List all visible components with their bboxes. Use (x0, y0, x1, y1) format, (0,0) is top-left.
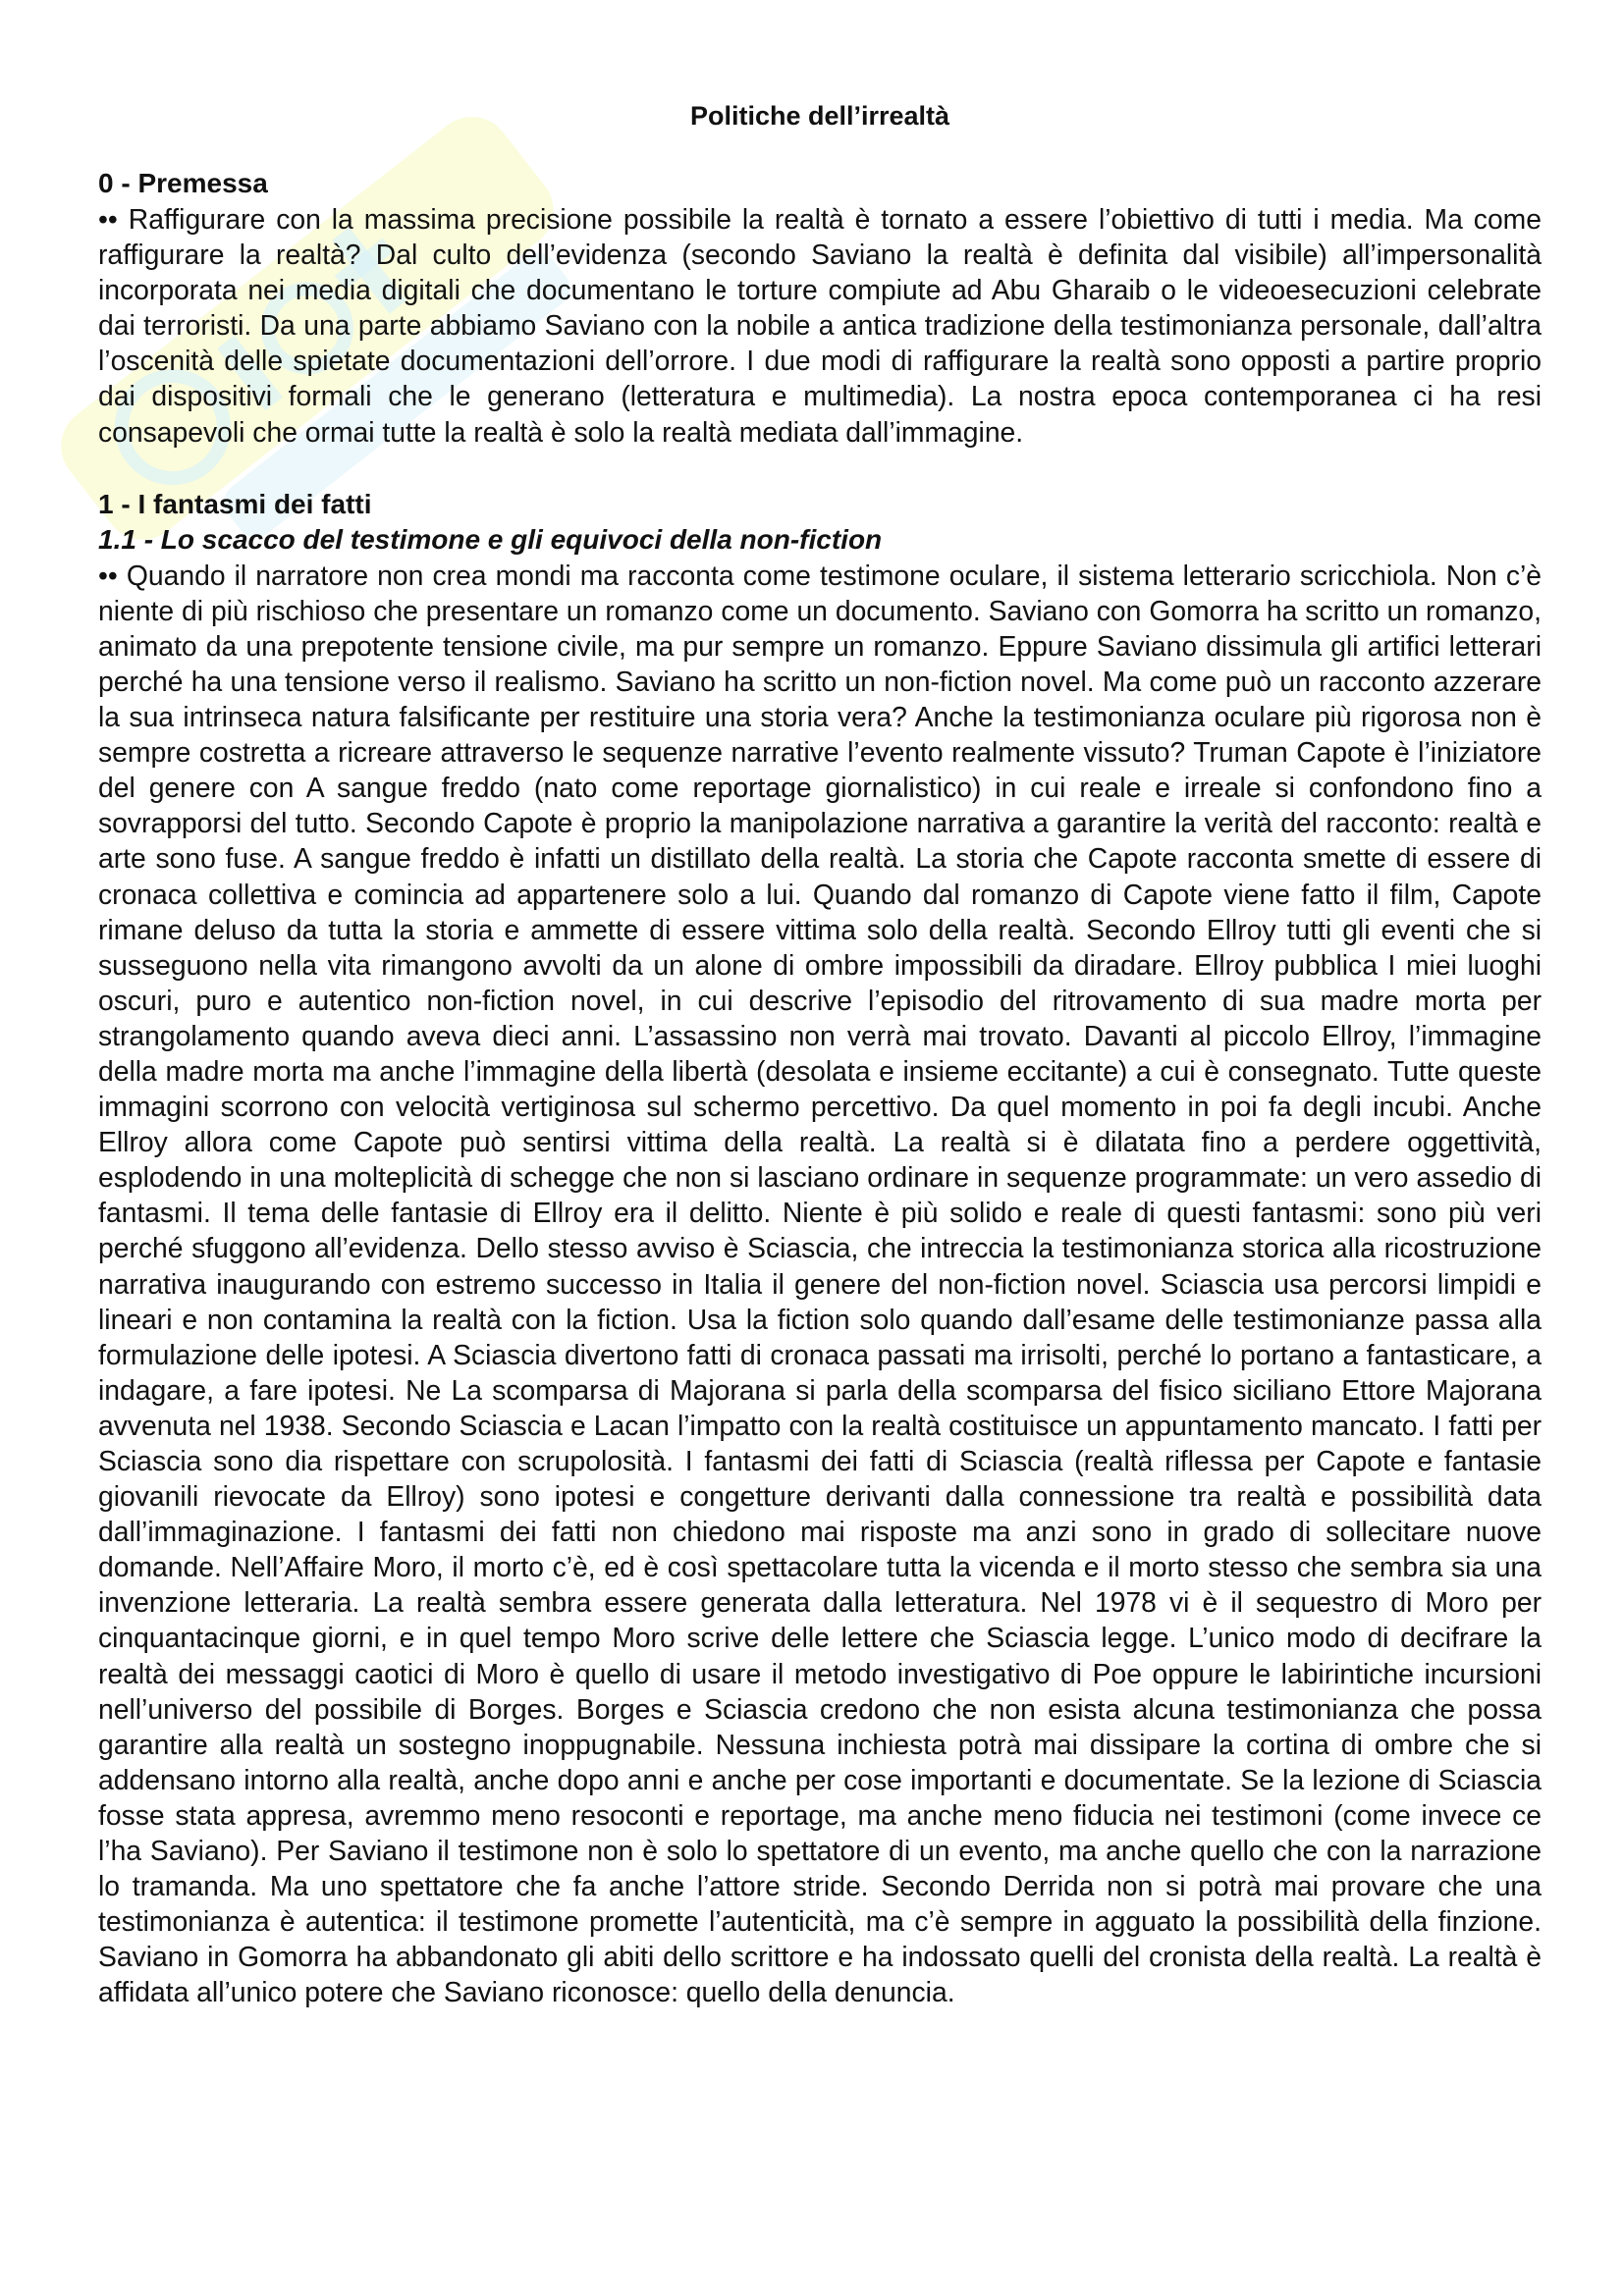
document-title: Politiche dell’irrealtà (689, 101, 950, 131)
section-heading: 1 - I fantasmi dei fatti (98, 488, 372, 519)
section-paragraph: •• Quando il narratore non crea mondi ma racconta come testimone oculare, il sistema letterario scricchiola. Non c’è niente di più rischioso che presentare un romanzo come un documento. Saviano con Gomorra ha scritto un romanzo, animato da una prepotente tensione civile, ma pur sempre un romanzo. Eppure Saviano dissimula gli artifici letterari perché ha una tensione verso il realismo. Saviano ha scritto un non-fiction novel. Ma come può un racconto azzerare la sua intrinseca natura falsificante per restituire una storia vera? Anche la testimonianza oculare più rigorosa non è sempre costretta a ricreare attraverso le sequenze narrative l’evento realmente vissuto? Truman Capote è l’iniziatore del genere con A sangue freddo (nato come reportage giornalistico) in cui reale e irreale si confondono fino a sovrapporsi del tutto. Secondo Capote è proprio la manipolazione narrativa a garantire la verità del racconto: realtà e arte sono fuse. A sangue freddo è infatti un distillato della realtà. La storia che Capote racconta smette di essere di cronaca collettiva e comincia ad appartenere solo a lui. Quando dal romanzo di Capote viene fatto il film, Capote rimane deluso da tutta la storia e ammette di essere vittima solo della realtà. Secondo Ellroy tutti gli eventi che si susseguono nella vita rimangono avvolti da un alone di ombre impossibili da diradare. Ellroy pubblica I miei luoghi oscuri, puro e autentico non-fiction novel, in cui descrive l’episodio del ritrovamento di sua madre morta per strangolamento quando aveva dieci anni. L’assassino non verrà mai trovato. Davanti al piccolo Ellroy, l’immagine della madre morta ma anche l’immagine della libertà (desolata e insieme eccitante) a cui è consegnato. Tutte queste immagini scorrono con velocità vertiginosa sul schermo percettivo. Da quel momento in poi fa degli incubi. Anche Ellroy allora come Capote può sentirsi vittima della realtà. La realtà si è dilatata fino a perdere oggettività, esplodendo in una molteplicità di schegge che non si lasciano ordinare in sequenze programmate: un vero assedio di fantasmi. Il tema delle fantasie di Ellroy era il delitto. Niente è più solido e reale di questi fantasmi: sono più veri perché sfuggono all’evidenza. Dello stesso avviso è Sciascia, che intreccia la testimonianza storica alla ricostruzione narrativa inaugurando con estremo successo in Italia il genere del non-fiction novel. Sciascia usa percorsi limpidi e lineari e non contamina la realtà con la fiction. Usa la fiction solo quando dall’esame delle testimonianze passa alla formulazione delle ipotesi. A Sciascia divertono fatti di cronaca passati ma irrisolti, perché lo portano a fantasticare, a indagare, a fare ipotesi. Ne La scomparsa di Majorana si parla della scomparsa del fisico siciliano Ettore Majorana avvenuta nel 1938. Secondo Sciascia e Lacan l’impatto con la realtà costituisce un appuntamento mancato. I fatti per Sciascia sono dia rispettare con scrupolosità. I fantasmi dei fatti di Sciascia (realtà riflessa per Capote e fantasie giovanili rievocate da Ellroy) sono ipotesi e congetture derivanti dalla connessione tra realtà e possibilità data dall’immaginazione. I fantasmi dei fatti non chiedono mai risposte ma anzi sono in grado di sollecitare nuove domande. Nell’Affaire Moro, il morto c’è, ed è così spettacolare tutta la vicenda e il morto stesso che sembra sia una invenzione letteraria. La realtà sembra essere generata dalla letteratura. Nel 1978 vi è il sequestro di Moro per cinquantacinque giorni, e in quel tempo Moro scrive delle lettere che Sciascia legge. L’unico modo di decifrare la realtà dei messaggi caotici di Moro è quello di usare il metodo investigativo di Poe oppure le labirintiche incursioni nell’universo del possibile di Borges. Borges e Sciascia credono che non esista alcuna testimonianza che possa garantire alla realtà un sostegno inoppugnabile. Nessuna inchiesta potrà mai dissipare la cortina di ombre che si addensano intorno alla realtà, anche dopo anni e anche per cose importanti e documentate. Se la lezione di Sciascia fosse stata appresa, avremmo meno resoconti e reportage, ma anche meno fiducia nei testimoni (come invece ce l’ha Saviano). Per Saviano il testimone non è solo lo spettatore di un evento, ma anche quello che con la narrazione lo tramanda. Ma uno spettatore che fa anche l’attore stride. Secondo Derrida non si potrà mai provare che una testimonianza è autentica: il testimone promette l’autenticità, ma c’è sempre in agguato la possibilità della finzione. Saviano in Gomorra ha abbandonato gli abiti dello scrittore e ha indossato quelli del cronista della realtà. La realtà è affidata all’unico potere che Saviano riconosce: quello della denuncia. (98, 559, 1542, 2008)
document-page (98, 98, 1542, 2010)
subsection-heading: 1.1 - Lo scacco del testimone e gli equivoci della non-fiction (98, 523, 883, 555)
section-heading: 0 - Premessa (98, 168, 268, 198)
section-fantasmi-dei-fatti (98, 487, 1542, 2010)
section-spacer (98, 450, 1542, 487)
section-premessa (98, 166, 1542, 450)
section-paragraph: •• Raffigurare con la massima precisione possibile la realtà è tornato a essere l’obiettivo di tutti i media. Ma come raffigurare la realtà? Dal culto dell’evidenza (secondo Saviano la realtà è definita dal visibile) all’impersonalità incorporata nei media digitali che documentano le torture compiute ad Abu Gharaib o le videoesecuzioni celebrate dai terroristi. Da una parte abbiamo Saviano con la nobile a antica tradizione della testimonianza personale, dall’altra l’oscenità delle spietate documentazioni dell’orrore. I due modi di raffigurare la realtà sono opposti a partire proprio dai dispositivi formali che le generano (letteratura e multimedia). La nostra epoca contemporanea ci ha resi consapevoli che ormai tutte la realtà è solo la realtà mediata dall’immagine. (98, 203, 1542, 448)
